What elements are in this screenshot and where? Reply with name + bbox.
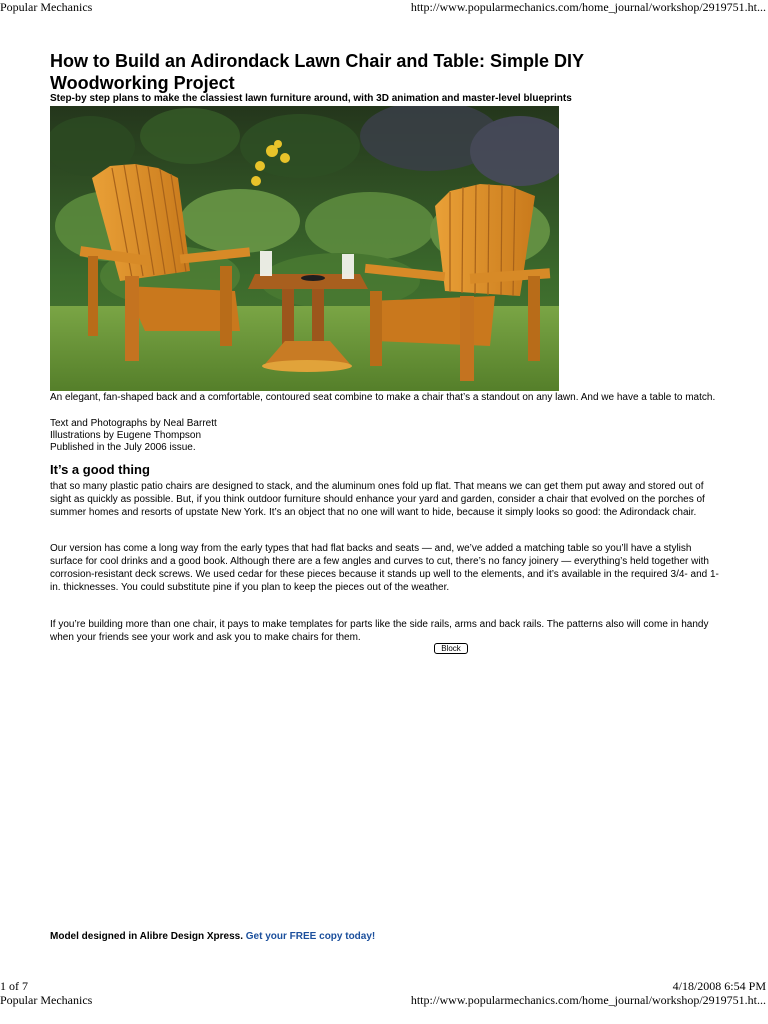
credit-published: Published in the July 2006 issue. [50,442,196,453]
promo-line [50,931,375,943]
block-button[interactable]: Block [434,643,468,654]
photo-caption: An elegant, fan-shaped back and a comfortable, contoured seat combine to make a chair that’s a standout on any lawn. And we have a table to match. [50,392,716,403]
credit-text-photos: Text and Photographs by Neal Barrett [50,418,217,429]
article-credits [50,418,217,454]
print-footer-datetime: 4/18/2008 6:54 PM [672,979,766,993]
article-subtitle: Step-by step plans to make the classiest lawn furniture around, with 3D animation and master-level blueprints [50,93,572,104]
credit-illustrations: Illustrations by Eugene Thompson [50,430,202,441]
section-heading: It’s a good thing [50,462,150,477]
article-title: How to Build an Adirondack Lawn Chair and Table: Simple DIY Woodworking Project [50,51,584,93]
print-header-site: Popular Mechanics [0,0,93,14]
print-footer-url: http://www.popularmechanics.com/home_journal/workshop/2919751.ht... [410,993,766,1007]
adirondack-chairs-photo [50,106,559,391]
paragraph: that so many plastic patio chairs are designed to stack, and the aluminum ones fold up flat. That means we can get them put away and stored out of sight as quickly as possible. But, if you think outdoor furniture should enhance your yard and garden, consider a chair that evolved on the porches of summer homes and resorts of upstate New York. It’s an object that no one will want to hide, because it simply looks so good: the Adirondack chair. [50,481,705,518]
print-footer-site: Popular Mechanics [0,993,93,1007]
print-footer-page: 1 of 7 [0,979,28,993]
free-copy-link[interactable]: Get your FREE copy today! [245,931,376,942]
paragraph: If you’re building more than one chair, it pays to make templates for parts like the side rails, arms and back rails. The patterns also will come in handy when your friends see your work and ask you to make chairs for them. [50,619,709,643]
paragraph: Our version has come a long way from the early types that had flat backs and seats — and, we’ve added a matching table so you’ll have a stylish surface for cool drinks and a good book. Although there are a few angles and curves to cut, there’s no fancy joinery — everything’s held together with corrosion-resistant deck screws. We used cedar for these pieces because it stands up well to the elements, and it’s available in the required 3/4- and 1-in. thicknesses. You could substitute pine if you plan to keep the pieces out of the weather. [50,543,719,593]
promo-text: Model designed in Alibre Design Xpress. [50,931,246,942]
print-header-url: http://www.popularmechanics.com/home_journal/workshop/2919751.ht... [410,0,766,14]
